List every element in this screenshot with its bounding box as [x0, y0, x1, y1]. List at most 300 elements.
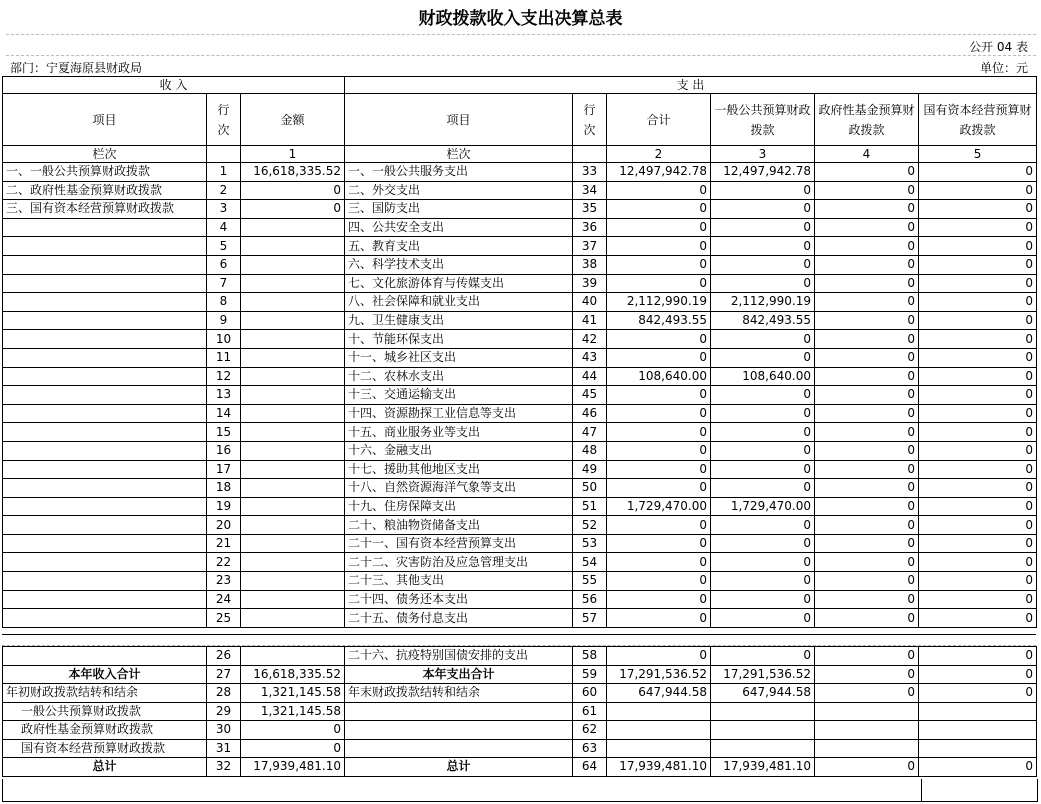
income-item-cell: [3, 274, 207, 293]
income-item-cell: [3, 311, 207, 330]
expense-item-cell: 八、社会保障和就业支出: [345, 293, 573, 312]
expense-state-cell: 0: [919, 348, 1037, 367]
income-amount-cell: [241, 423, 345, 442]
income-item-cell: [3, 590, 207, 609]
expense-line-cell: 55: [573, 572, 607, 591]
expense-line-cell: 60: [573, 684, 607, 703]
expense-fund-cell: 0: [815, 218, 919, 237]
expense-state-cell: [919, 721, 1037, 740]
income-item-cell: 政府性基金预算财政拨款: [3, 721, 207, 740]
expense-total-cell: 0: [607, 590, 711, 609]
expense-general-cell: 0: [711, 441, 815, 460]
expense-line-cell: 44: [573, 367, 607, 386]
expense-line-cell: 53: [573, 534, 607, 553]
expense-line-cell: 52: [573, 516, 607, 535]
expense-general-cell: 0: [711, 348, 815, 367]
col-index-4: 4: [815, 146, 919, 163]
expense-total-cell: 0: [607, 441, 711, 460]
income-amount-cell: [241, 460, 345, 479]
income-amount-cell: 1,321,145.58: [241, 684, 345, 703]
table-row: [3, 181, 1037, 200]
col-index-2: 2: [607, 146, 711, 163]
expense-total-cell: 0: [607, 423, 711, 442]
expense-item-cell: 七、文化旅游体育与传媒支出: [345, 274, 573, 293]
income-line-cell: 19: [207, 497, 241, 516]
expense-fund-cell: 0: [815, 386, 919, 405]
expense-item-cell: 十四、资源勘探工业信息等支出: [345, 404, 573, 423]
expense-total-cell: [607, 702, 711, 721]
expense-general-cell: 0: [711, 647, 815, 666]
expense-fund-cell: 0: [815, 404, 919, 423]
expense-line-cell: 35: [573, 200, 607, 219]
expense-fund-cell: 0: [815, 647, 919, 666]
expense-item-cell: 十三、交通运输支出: [345, 386, 573, 405]
income-item-cell: [3, 386, 207, 405]
income-amount-cell: 17,939,481.10: [241, 758, 345, 777]
expense-item-cell: [345, 721, 573, 740]
income-line-cell: 25: [207, 609, 241, 628]
expense-state-cell: 0: [919, 237, 1037, 256]
table-row: [3, 218, 1037, 237]
expense-line-cell: 37: [573, 237, 607, 256]
expense-state-cell: 0: [919, 758, 1037, 777]
expense-item-cell: 二十四、债务还本支出: [345, 590, 573, 609]
expense-line-cell: 33: [573, 163, 607, 182]
expense-line-cell: 62: [573, 721, 607, 740]
expense-state-cell: 0: [919, 311, 1037, 330]
expense-item-cell: 六、科学技术支出: [345, 255, 573, 274]
expense-item-cell: 十八、自然资源海洋气象等支出: [345, 479, 573, 498]
expense-item-cell: 三、国防支出: [345, 200, 573, 219]
income-line-cell: 11: [207, 348, 241, 367]
expense-general-cell: 0: [711, 255, 815, 274]
expense-line-cell: 50: [573, 479, 607, 498]
expense-fund-cell: 0: [815, 181, 919, 200]
income-line-cell: 31: [207, 739, 241, 758]
expense-fund-cell: 0: [815, 237, 919, 256]
expense-state-cell: 0: [919, 479, 1037, 498]
income-amount-cell: [241, 534, 345, 553]
income-item-cell: [3, 479, 207, 498]
income-item-cell: 一、一般公共预算财政拨款: [3, 163, 207, 182]
expense-item-cell: 年末财政拨款结转和结余: [345, 684, 573, 703]
income-item-cell: 年初财政拨款结转和结余: [3, 684, 207, 703]
income-line-cell: 30: [207, 721, 241, 740]
expense-total-cell: 0: [607, 181, 711, 200]
state-capital-header: 国有资本经营预算财政拨款: [919, 94, 1037, 146]
expense-line-cell: 46: [573, 404, 607, 423]
expense-line-cell: 41: [573, 311, 607, 330]
expense-fund-cell: 0: [815, 293, 919, 312]
expense-total-cell: 0: [607, 255, 711, 274]
expense-item-cell: 四、公共安全支出: [345, 218, 573, 237]
expense-line-cell: 38: [573, 255, 607, 274]
expense-fund-cell: 0: [815, 665, 919, 684]
income-amount-cell: [241, 516, 345, 535]
income-item-cell: [3, 572, 207, 591]
expense-state-cell: 0: [919, 386, 1037, 405]
expense-general-cell: 17,939,481.10: [711, 758, 815, 777]
income-amount-cell: [241, 330, 345, 349]
expense-fund-cell: [815, 721, 919, 740]
expense-total-cell: 17,291,536.52: [607, 665, 711, 684]
income-item-cell: [3, 609, 207, 628]
expense-total-cell: 0: [607, 572, 711, 591]
general-budget-header: 一般公共预算财政拨款: [711, 94, 815, 146]
table-row: [3, 479, 1037, 498]
expense-general-cell: 0: [711, 479, 815, 498]
income-item-cell: [3, 293, 207, 312]
expense-item-cell: 本年支出合计: [345, 665, 573, 684]
total-header: 合计: [607, 94, 711, 146]
expense-total-cell: 0: [607, 534, 711, 553]
income-item-header: 项目: [3, 94, 207, 146]
table-row: [3, 163, 1037, 182]
expense-line-cell: 45: [573, 386, 607, 405]
income-amount-cell: [241, 479, 345, 498]
income-line-cell: 4: [207, 218, 241, 237]
income-line-cell: 5: [207, 237, 241, 256]
expense-line-cell: 40: [573, 293, 607, 312]
expense-total-cell: 0: [607, 479, 711, 498]
expense-general-cell: 2,112,990.19: [711, 293, 815, 312]
expense-fund-cell: 0: [815, 423, 919, 442]
income-line-cell: 15: [207, 423, 241, 442]
income-amount-cell: [241, 590, 345, 609]
fund-budget-header: 政府性基金预算财政拨款: [815, 94, 919, 146]
expense-state-cell: 0: [919, 534, 1037, 553]
expense-general-cell: 0: [711, 181, 815, 200]
table-row: [3, 386, 1037, 405]
expense-general-cell: 0: [711, 200, 815, 219]
expense-state-cell: 0: [919, 274, 1037, 293]
table-row: [3, 441, 1037, 460]
income-line-cell: 12: [207, 367, 241, 386]
income-amount-cell: [241, 404, 345, 423]
table-row: [3, 348, 1037, 367]
expense-state-cell: 0: [919, 441, 1037, 460]
income-amount-cell: 0: [241, 200, 345, 219]
expense-fund-cell: 0: [815, 163, 919, 182]
income-amount-cell: [241, 497, 345, 516]
expense-general-cell: [711, 739, 815, 758]
expense-fund-cell: 0: [815, 367, 919, 386]
expense-fund-cell: 0: [815, 572, 919, 591]
amount-header: 金额: [241, 94, 345, 146]
table-row: [3, 684, 1037, 703]
table-row: [3, 255, 1037, 274]
income-item-cell: [3, 330, 207, 349]
income-item-cell: [3, 237, 207, 256]
expense-general-cell: 0: [711, 330, 815, 349]
expense-item-cell: [345, 702, 573, 721]
table-row: [3, 758, 1037, 777]
expense-general-cell: 842,493.55: [711, 311, 815, 330]
income-line-cell: 7: [207, 274, 241, 293]
expense-total-cell: 842,493.55: [607, 311, 711, 330]
col-label-expense: 栏次: [345, 146, 573, 163]
income-item-cell: [3, 460, 207, 479]
expense-line-cell: 51: [573, 497, 607, 516]
expense-fund-cell: 0: [815, 534, 919, 553]
table-row: [3, 330, 1037, 349]
income-item-cell: [3, 218, 207, 237]
income-line-cell: 32: [207, 758, 241, 777]
expense-state-cell: 0: [919, 665, 1037, 684]
table-row: [3, 590, 1037, 609]
expense-general-cell: 0: [711, 404, 815, 423]
expense-line-cell: 49: [573, 460, 607, 479]
income-amount-cell: [241, 367, 345, 386]
department-label: 部门：宁夏海原县财政局: [10, 61, 143, 75]
expense-general-cell: 0: [711, 237, 815, 256]
expense-line-cell: 64: [573, 758, 607, 777]
expense-total-cell: 647,944.58: [607, 684, 711, 703]
income-item-cell: [3, 553, 207, 572]
expense-fund-cell: 0: [815, 460, 919, 479]
expense-header: 支 出: [345, 77, 1037, 94]
col-index-3: 3: [711, 146, 815, 163]
table-row: [3, 647, 1037, 666]
expense-state-cell: 0: [919, 293, 1037, 312]
table-row: [3, 237, 1037, 256]
expense-total-cell: 0: [607, 348, 711, 367]
expense-total-cell: [607, 739, 711, 758]
expense-item-cell: 二十二、灾害防治及应急管理支出: [345, 553, 573, 572]
income-amount-cell: 0: [241, 721, 345, 740]
table-row: [3, 367, 1037, 386]
expense-fund-cell: 0: [815, 479, 919, 498]
income-amount-cell: [241, 311, 345, 330]
expense-total-cell: 0: [607, 460, 711, 479]
expense-general-cell: 0: [711, 274, 815, 293]
expense-state-cell: 0: [919, 255, 1037, 274]
expense-total-cell: 17,939,481.10: [607, 758, 711, 777]
unit-label: 单位：元: [979, 61, 1028, 75]
table-row: [3, 553, 1037, 572]
income-amount-cell: [241, 274, 345, 293]
income-amount-cell: [241, 293, 345, 312]
expense-fund-cell: 0: [815, 274, 919, 293]
expense-total-cell: 2,112,990.19: [607, 293, 711, 312]
expense-item-cell: 总计: [345, 758, 573, 777]
income-line-cell: 22: [207, 553, 241, 572]
expense-general-cell: 0: [711, 516, 815, 535]
income-line-cell: 8: [207, 293, 241, 312]
table-row: [3, 702, 1037, 721]
expense-state-cell: [919, 702, 1037, 721]
income-line-cell: 24: [207, 590, 241, 609]
expense-line-cell: 47: [573, 423, 607, 442]
income-item-cell: 三、国有资本经营预算财政拨款: [3, 200, 207, 219]
table-row: [3, 609, 1037, 628]
table-row: [3, 423, 1037, 442]
expense-state-cell: 0: [919, 553, 1037, 572]
income-item-cell: [3, 516, 207, 535]
income-line-cell: 2: [207, 181, 241, 200]
expense-total-cell: 0: [607, 200, 711, 219]
income-header: 收 入: [3, 77, 345, 94]
expense-line-cell: 48: [573, 441, 607, 460]
expense-item-cell: 十五、商业服务业等支出: [345, 423, 573, 442]
table-row: [3, 665, 1037, 684]
expense-line-header: 行 次: [573, 94, 607, 146]
income-line-cell: 26: [207, 647, 241, 666]
income-item-cell: 一般公共预算财政拨款: [3, 702, 207, 721]
income-amount-cell: [241, 572, 345, 591]
expense-item-cell: 十一、城乡社区支出: [345, 348, 573, 367]
income-amount-cell: [241, 237, 345, 256]
income-line-cell: 13: [207, 386, 241, 405]
table-page-break: [2, 634, 1036, 646]
income-amount-cell: 0: [241, 739, 345, 758]
expense-state-cell: 0: [919, 590, 1037, 609]
expense-general-cell: [711, 702, 815, 721]
table-row: [3, 534, 1037, 553]
income-line-cell: 16: [207, 441, 241, 460]
income-line-cell: 10: [207, 330, 241, 349]
expense-fund-cell: [815, 739, 919, 758]
income-line-cell: 20: [207, 516, 241, 535]
expense-total-cell: [607, 721, 711, 740]
income-amount-cell: 16,618,335.52: [241, 163, 345, 182]
income-item-cell: [3, 255, 207, 274]
col-label-income: 栏次: [3, 146, 207, 163]
table-row: [3, 274, 1037, 293]
income-line-cell: 3: [207, 200, 241, 219]
income-item-cell: [3, 534, 207, 553]
income-item-cell: [3, 404, 207, 423]
income-line-cell: 6: [207, 255, 241, 274]
income-amount-cell: 0: [241, 181, 345, 200]
expense-total-cell: 0: [607, 647, 711, 666]
income-item-cell: [3, 441, 207, 460]
income-amount-cell: [241, 441, 345, 460]
budget-table-summary: [2, 646, 1037, 777]
table-row: [3, 516, 1037, 535]
expense-general-cell: 108,640.00: [711, 367, 815, 386]
expense-fund-cell: 0: [815, 200, 919, 219]
expense-state-cell: 0: [919, 181, 1037, 200]
income-item-cell: [3, 497, 207, 516]
income-amount-cell: 16,618,335.52: [241, 665, 345, 684]
expense-fund-cell: 0: [815, 441, 919, 460]
expense-general-cell: 0: [711, 460, 815, 479]
col-index-5: 5: [919, 146, 1037, 163]
expense-general-cell: 1,729,470.00: [711, 497, 815, 516]
expense-state-cell: 0: [919, 404, 1037, 423]
expense-total-cell: 12,497,942.78: [607, 163, 711, 182]
expense-fund-cell: 0: [815, 553, 919, 572]
expense-line-cell: 61: [573, 702, 607, 721]
expense-state-cell: 0: [919, 423, 1037, 442]
expense-line-cell: 63: [573, 739, 607, 758]
table-row: [3, 460, 1037, 479]
expense-state-cell: 0: [919, 609, 1037, 628]
expense-state-cell: 0: [919, 684, 1037, 703]
expense-general-cell: 0: [711, 590, 815, 609]
expense-general-cell: 647,944.58: [711, 684, 815, 703]
expense-fund-cell: 0: [815, 684, 919, 703]
income-line-cell: 23: [207, 572, 241, 591]
expense-line-cell: 59: [573, 665, 607, 684]
income-amount-cell: [241, 553, 345, 572]
expense-fund-cell: 0: [815, 590, 919, 609]
expense-item-cell: 二、外交支出: [345, 181, 573, 200]
expense-state-cell: 0: [919, 647, 1037, 666]
expense-total-cell: 0: [607, 553, 711, 572]
expense-fund-cell: [815, 702, 919, 721]
expense-general-cell: [711, 721, 815, 740]
expense-total-cell: 0: [607, 516, 711, 535]
expense-item-cell: 五、教育支出: [345, 237, 573, 256]
expense-item-cell: 二十三、其他支出: [345, 572, 573, 591]
expense-state-cell: [919, 739, 1037, 758]
table-row: [3, 497, 1037, 516]
income-amount-cell: [241, 348, 345, 367]
table-row: [3, 572, 1037, 591]
expense-item-cell: 二十一、国有资本经营预算支出: [345, 534, 573, 553]
table-row: [3, 293, 1037, 312]
expense-total-cell: 0: [607, 609, 711, 628]
table-row: [3, 200, 1037, 219]
table-row: [3, 311, 1037, 330]
income-line-cell: 29: [207, 702, 241, 721]
expense-fund-cell: 0: [815, 255, 919, 274]
expense-line-cell: 36: [573, 218, 607, 237]
expense-general-cell: 0: [711, 423, 815, 442]
income-item-cell: 本年收入合计: [3, 665, 207, 684]
expense-fund-cell: 0: [815, 758, 919, 777]
expense-fund-cell: 0: [815, 609, 919, 628]
income-item-cell: [3, 647, 207, 666]
expense-line-cell: 57: [573, 609, 607, 628]
expense-item-cell: 二十六、抗疫特别国债安排的支出: [345, 647, 573, 666]
expense-general-cell: 0: [711, 218, 815, 237]
budget-table-main: [2, 76, 1037, 628]
expense-line-cell: 43: [573, 348, 607, 367]
expense-general-cell: 0: [711, 572, 815, 591]
income-item-cell: 总计: [3, 758, 207, 777]
expense-state-cell: 0: [919, 330, 1037, 349]
expense-general-cell: 0: [711, 553, 815, 572]
expense-state-cell: 0: [919, 163, 1037, 182]
income-item-cell: 二、政府性基金预算财政拨款: [3, 181, 207, 200]
expense-item-cell: 二十、粮油物资储备支出: [345, 516, 573, 535]
income-amount-cell: [241, 255, 345, 274]
expense-item-cell: 一、一般公共服务支出: [345, 163, 573, 182]
expense-item-cell: 十六、金融支出: [345, 441, 573, 460]
income-line-cell: 17: [207, 460, 241, 479]
expense-total-cell: 0: [607, 404, 711, 423]
expense-fund-cell: 0: [815, 330, 919, 349]
table-row: [3, 404, 1037, 423]
income-line-cell: 27: [207, 665, 241, 684]
income-item-cell: [3, 367, 207, 386]
expense-line-cell: 42: [573, 330, 607, 349]
expense-line-cell: 56: [573, 590, 607, 609]
expense-item-cell: [345, 739, 573, 758]
expense-line-cell: 54: [573, 553, 607, 572]
income-amount-cell: [241, 647, 345, 666]
expense-state-cell: 0: [919, 516, 1037, 535]
table-row: [3, 721, 1037, 740]
expense-state-cell: 0: [919, 572, 1037, 591]
col-index-1: 1: [241, 146, 345, 163]
expense-total-cell: 0: [607, 386, 711, 405]
expense-total-cell: 0: [607, 237, 711, 256]
income-amount-cell: [241, 609, 345, 628]
